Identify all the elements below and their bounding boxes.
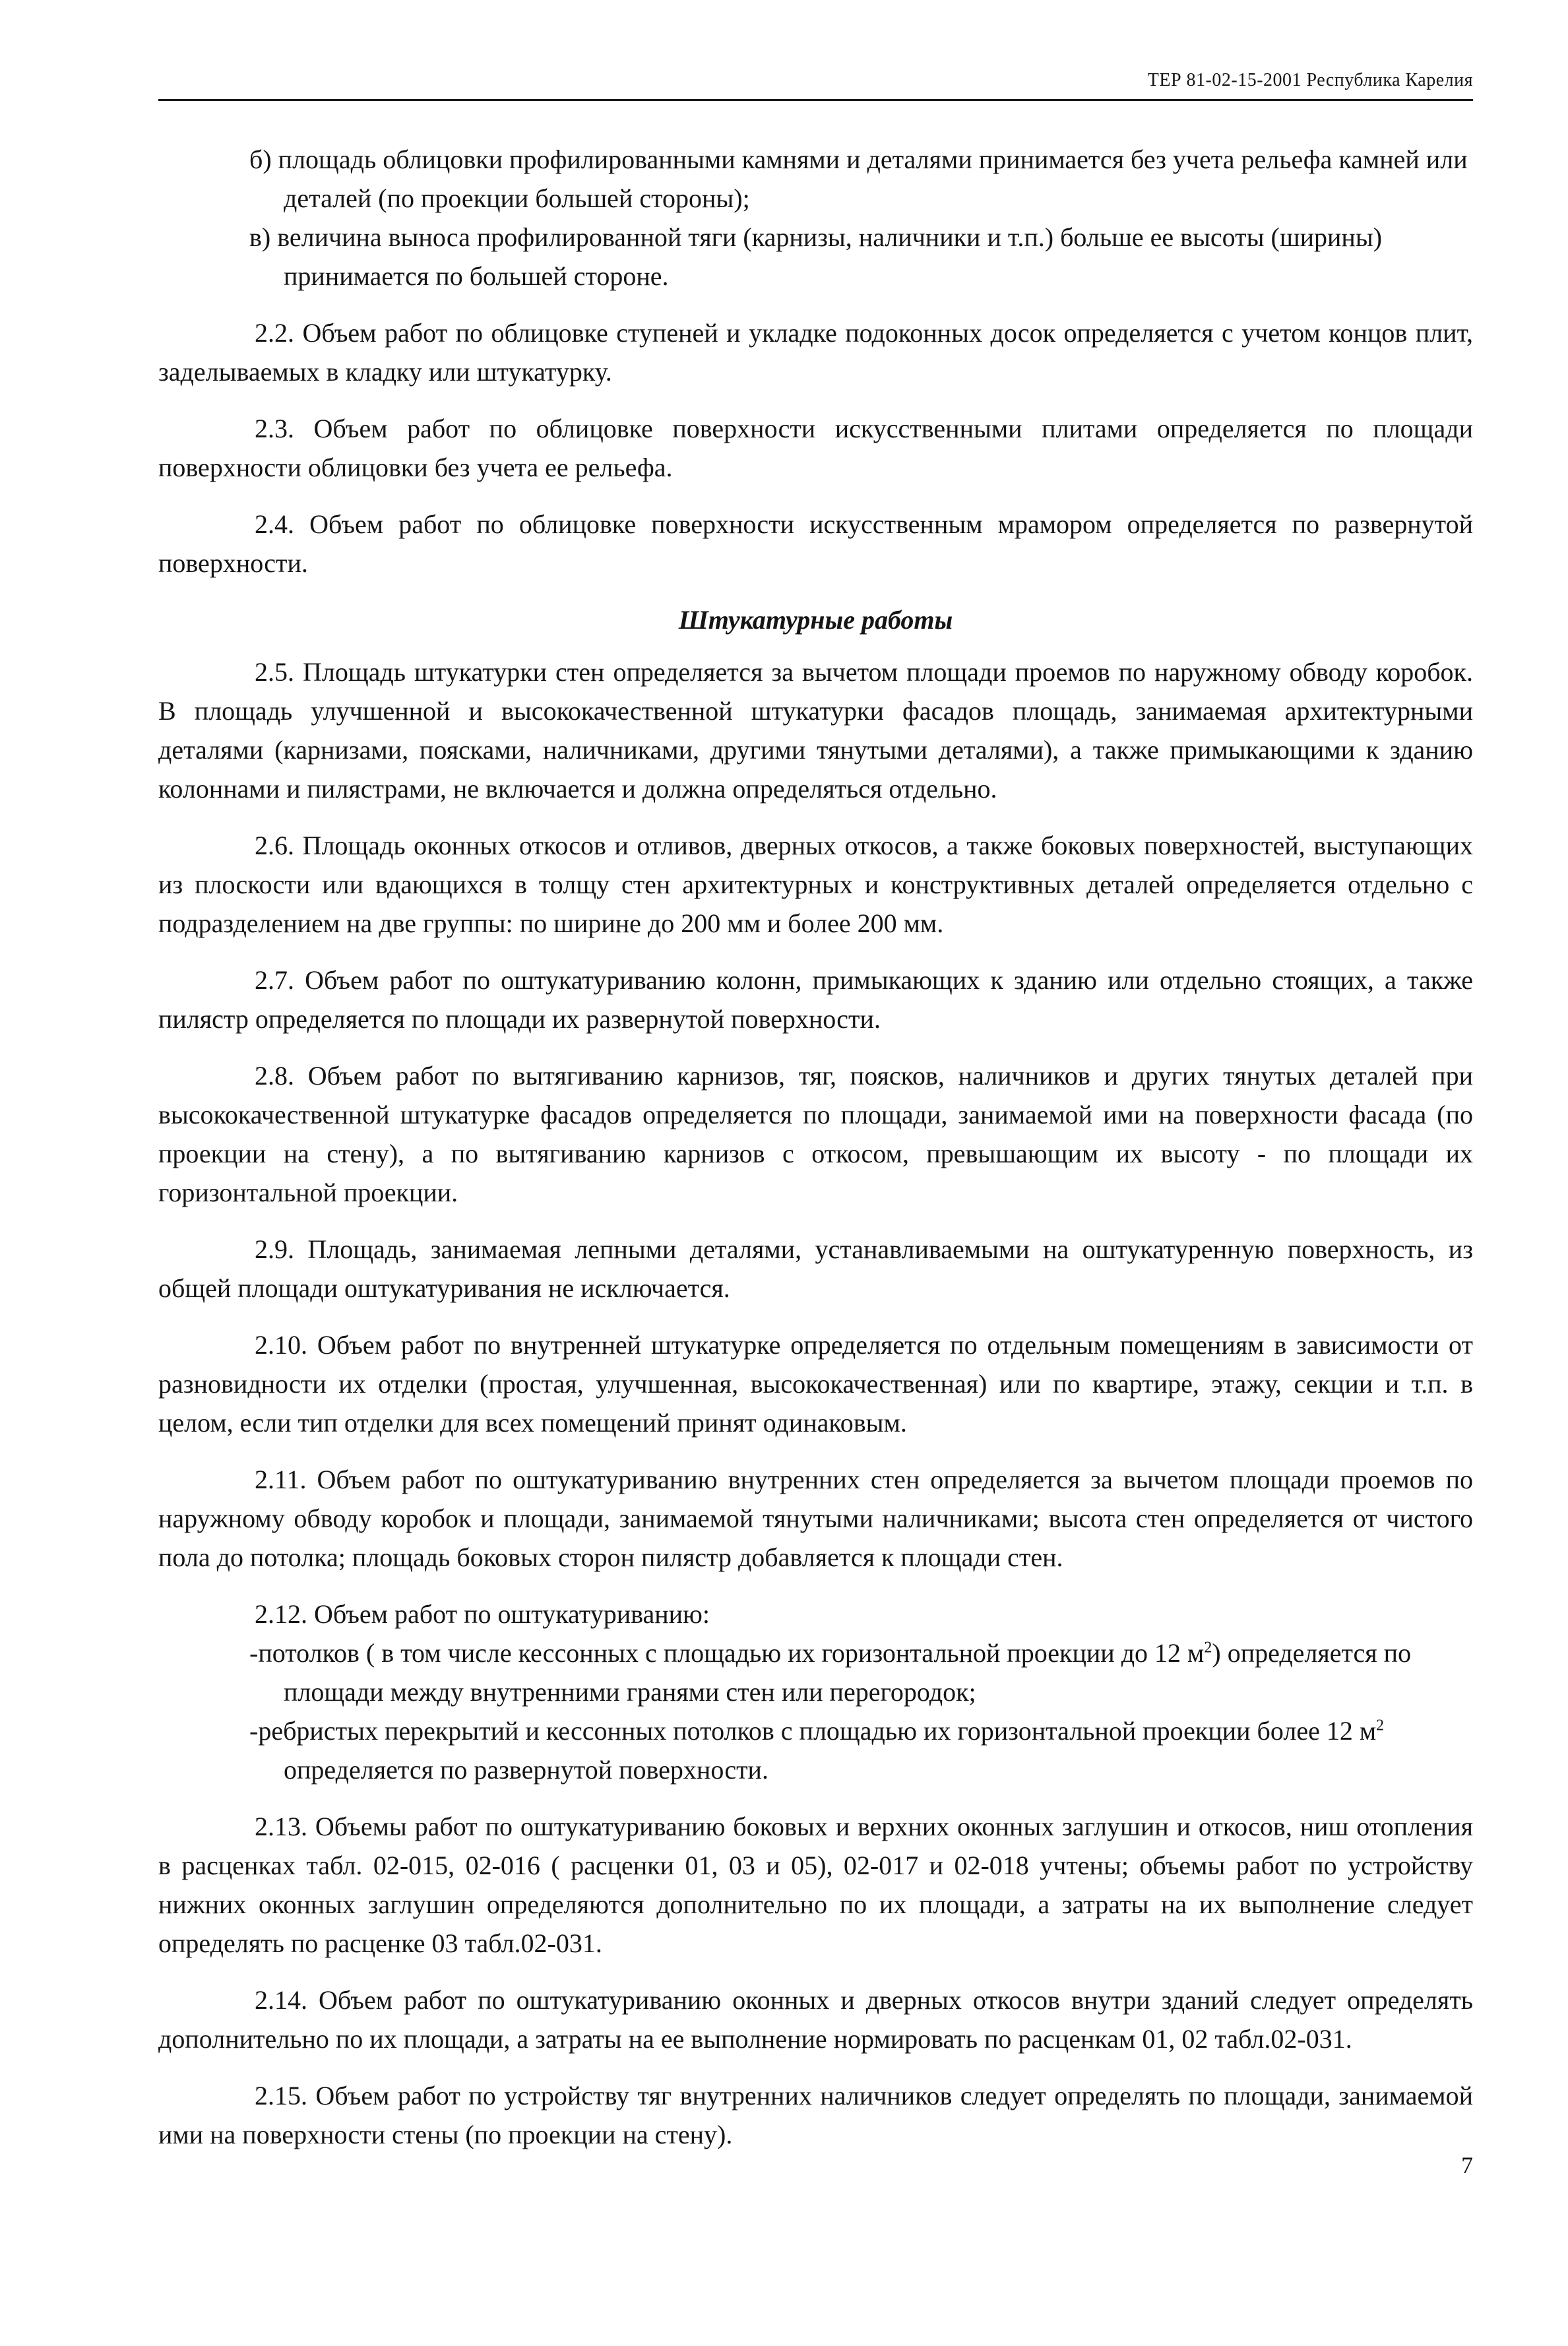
list-item-ribbed-floors — [158, 1711, 1473, 1789]
paragraph-2-10: 2.10. Объем работ по внутренней штукатурке определяется по отдельным помещениям в зависимости от разновидности их отделки (простая, улучшенная, высококачественная) или по квартире, этажу, секции и т.п. в целом, если тип отделки для всех помещений принят одинаковым. — [158, 1330, 1473, 1438]
paragraph-2-7: 2.7. Объем работ по оштукатуриванию колонн, примыкающих к зданию или отдельно стоящих, а также пилястр определяется по площади их развернутой поверхности. — [158, 965, 1473, 1034]
paragraph-2-12-lead: 2.12. Объем работ по оштукатуриванию: — [255, 1599, 710, 1629]
list-items-b-v — [158, 140, 1473, 296]
paragraph-2-9: 2.9. Площадь, занимаемая лепными деталями, устанавливаемыми на оштукатуренную поверхность, из общей площади оштукатуривания не исключается. — [158, 1234, 1473, 1303]
superscript-2: 2 — [1376, 1717, 1385, 1734]
running-header: ТЕР 81-02-15-2001 Республика Карелия — [1147, 70, 1473, 90]
paragraph-2-13: 2.13. Объемы работ по оштукатуриванию боковых и верхних оконных заглушин и откосов, ниш отопления в расценках табл. 02-015, 02-016 ( расценки 01, 03 и 05), 02-017 и 02-018 учтены; объемы работ по устройству нижних оконных заглушин определяются дополнительно по их площади, а затраты на их выполнение следует определять по расценке 03 табл.02-031. — [158, 1812, 1473, 1958]
paragraph-2-6: 2.6. Площадь оконных откосов и отливов, дверных откосов, а также боковых поверхностей, выступающих из плоскости или вдающихся в толщу стен архитектурных и конструктивных деталей определяется отдельно с подразделением на две группы: по ширине до 200 мм и более 200 мм. — [158, 831, 1473, 938]
header-rule — [158, 99, 1473, 101]
list-item-v: в) величина выноса профилированной тяги (карнизы, наличники и т.п.) больше ее высоты (ширины) принимается по большей стороне. — [249, 222, 1383, 291]
paragraph-2-14: 2.14. Объем работ по оштукатуриванию оконных и дверных откосов внутри зданий следует определять дополнительно по их площади, а затраты на ее выполнение нормировать по расценкам 01, 02 табл.02-031. — [158, 1985, 1473, 2054]
superscript-2: 2 — [1204, 1639, 1212, 1657]
paragraph-2-3: 2.3. Объем работ по облицовке поверхности искусственными плитами определяется по площади поверхности облицовки без учета ее рельефа. — [158, 414, 1473, 482]
paragraph-2-5: 2.5. Площадь штукатурки стен определяется за вычетом площади проемов по наружному обводу коробок. В площадь улучшенной и высококачественной штукатурки фасадов площадь, занимаемая архитектурными деталями (карнизами, поясками, наличниками, другими тянутыми деталями), а также примыкающими к зданию колоннами и пилястрами, не включается и должна определяться отдельно. — [158, 657, 1473, 804]
list-item-ribbed-text-b: определяется по развернутой поверхности. — [284, 1755, 768, 1785]
paragraph-2-15: 2.15. Объем работ по устройству тяг внутренних наличников следует определять по площади, занимаемой ими на поверхности стены (по проекции на стену). — [158, 2081, 1473, 2149]
list-item-ceilings-text-a: -потолков ( в том числе кессонных с площадью их горизонтальной проекции до 12 м — [249, 1638, 1205, 1668]
paragraph-2-11: 2.11. Объем работ по оштукатуриванию внутренних стен определяется за вычетом площади проемов по наружному обводу коробок и площади, занимаемой тянутыми наличниками; высота стен определяется от чистого пола до потолка; площадь боковых сторон пилястр добавляется к площади стен. — [158, 1465, 1473, 1572]
paragraph-2-8: 2.8. Объем работ по вытягиванию карнизов, тяг, поясков, наличников и других тянутых деталей при высококачественной штукатурке фасадов определяется по площади, занимаемой ими на поверхности фасада (по проекции на стену), а по вытягиванию карнизов с откосом, превышающим их высоту - по площади их горизонтальной проекции. — [158, 1061, 1473, 1207]
paragraph-2-12 — [158, 1595, 1473, 1789]
list-item-b: б) площадь облицовки профилированными камнями и деталями принимается без учета рельефа камней или деталей (по проекции большей стороны); — [249, 144, 1468, 213]
list-item-ceilings-text-b: ) определяется по площади между внутренними гранями стен или перегородок; — [284, 1638, 1412, 1707]
page-number: 7 — [1461, 2152, 1473, 2178]
list-item-ribbed-text-a: -ребристых перекрытий и кессонных потолков с площадью их горизонтальной проекции более 12 м — [249, 1716, 1377, 1746]
paragraph-2-4: 2.4. Объем работ по облицовке поверхности искусственным мрамором определяется по развернутой поверхности. — [158, 509, 1473, 578]
paragraph-2-2: 2.2. Объем работ по облицовке ступеней и укладке подоконных досок определяется с учетом концов плит, заделываемых в кладку или штукатурку. — [158, 318, 1473, 387]
section-heading: Штукатурные работы — [678, 605, 953, 635]
list-item-ceilings — [158, 1633, 1473, 1711]
page-body — [158, 140, 1473, 2172]
